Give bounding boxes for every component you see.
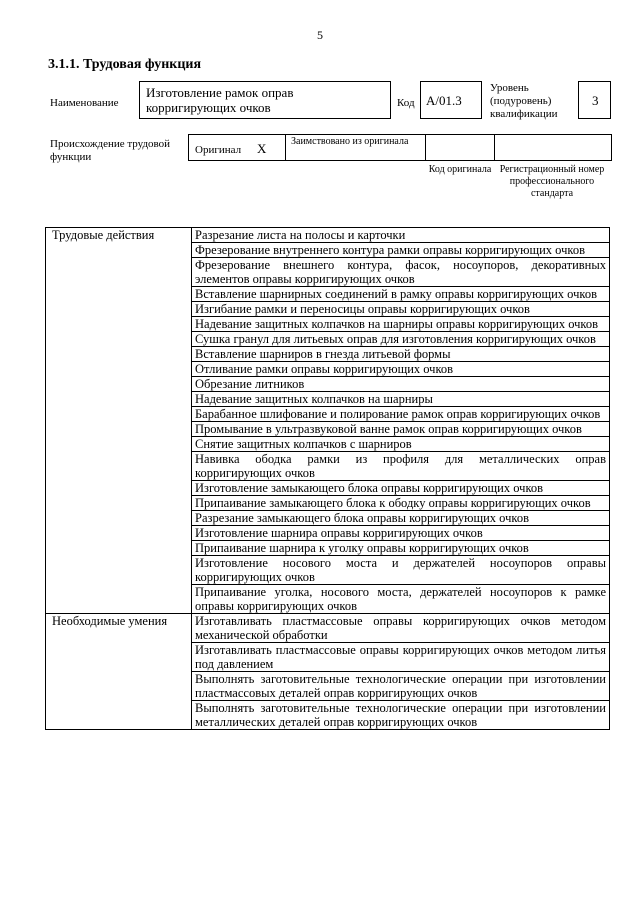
list-item: Обрезание литников bbox=[192, 377, 610, 392]
table-row bbox=[46, 228, 610, 243]
name-value-box bbox=[139, 81, 391, 119]
divider bbox=[425, 134, 426, 161]
divider bbox=[285, 134, 286, 161]
list-item: Надевание защитных колпачков на шарниры bbox=[192, 392, 610, 407]
list-item: Разрезание замыкающего блока оправы корригирующих очков bbox=[192, 511, 610, 526]
code-value: А/01.3 bbox=[426, 93, 462, 108]
original-label: Оригинал bbox=[195, 144, 242, 156]
name-value: Изготовление рамок оправ корригирующих очков bbox=[146, 85, 294, 115]
divider bbox=[494, 134, 495, 161]
list-item: Вставление шарниров в гнезда литьевой формы bbox=[192, 347, 610, 362]
level-value: 3 bbox=[592, 93, 599, 108]
list-item: Выполнять заготовительные технологические операции при изготовлении пластмассовых деталей оправ корригирующих очков bbox=[192, 672, 610, 701]
origin-label: Происхождение трудовой функции bbox=[50, 138, 171, 163]
original-mark: X bbox=[257, 141, 267, 156]
list-item: Фрезерование внутреннего контура рамки оправы корригирующих очков bbox=[192, 243, 610, 258]
list-item: Вставление шарнирных соединений в рамку оправы корригирующих очков bbox=[192, 287, 610, 302]
code-label: Код bbox=[397, 97, 415, 109]
list-item: Промывание в ультразвуковой ванне рамок оправ корригирующих очков bbox=[192, 422, 610, 437]
borrowed-label: Заимствовано из оригинала bbox=[291, 136, 409, 147]
list-item: Навивка ободка рамки из профиля для металлических оправ корригирующих очков bbox=[192, 452, 610, 481]
list-item: Изготовление носового моста и держателей носоупоров оправы корригирующих очков bbox=[192, 556, 610, 585]
name-label: Наименование bbox=[50, 97, 119, 109]
list-item: Отливание рамки оправы корригирующих очков bbox=[192, 362, 610, 377]
origin-row bbox=[188, 134, 612, 161]
section-heading: Необходимые умения bbox=[46, 614, 192, 730]
page-number: 5 bbox=[317, 28, 323, 42]
level-value-box bbox=[578, 81, 611, 119]
section-title: 3.1.1. Трудовая функция bbox=[48, 57, 202, 72]
list-item: Изготовление шарнира оправы корригирующих очков bbox=[192, 526, 610, 541]
list-item: Выполнять заготовительные технологические операции при изготовлении металлических деталей оправ корригирующих очков bbox=[192, 701, 610, 730]
labor-function-table bbox=[45, 227, 610, 730]
list-item: Изготавливать пластмассовые оправы корригирующих очков методом механической обработки bbox=[192, 614, 610, 643]
list-item: Снятие защитных колпачков с шарниров bbox=[192, 437, 610, 452]
reg-number-caption: Регистрационный номер профессионального стандарта bbox=[499, 164, 605, 199]
level-label: Уровень (подуровень) квалификации bbox=[490, 82, 558, 120]
list-item: Надевание защитных колпачков на шарниры оправы корригирующих очков bbox=[192, 317, 610, 332]
list-item: Припаивание уголка, носового моста, держателей носоупоров к рамке оправы корригирующих очков bbox=[192, 585, 610, 614]
list-item: Барабанное шлифование и полирование рамок оправ корригирующих очков bbox=[192, 407, 610, 422]
list-item: Сушка гранул для литьевых оправ для изготовления корригирующих очков bbox=[192, 332, 610, 347]
list-item: Припаивание шарнира к уголку оправы корригирующих очков bbox=[192, 541, 610, 556]
list-item: Разрезание листа на полосы и карточки bbox=[192, 228, 610, 243]
list-item: Фрезерование внешнего контура, фасок, носоупоров, декоративных элементов оправы корригирующих очков bbox=[192, 258, 610, 287]
list-item: Изготавливать пластмассовые оправы корригирующих очков методом литья под давлением bbox=[192, 643, 610, 672]
list-item: Изгибание рамки и переносицы оправы корригирующих очков bbox=[192, 302, 610, 317]
list-item: Припаивание замыкающего блока к ободку оправы корригирующих очков bbox=[192, 496, 610, 511]
list-item: Изготовление замыкающего блока оправы корригирующих очков bbox=[192, 481, 610, 496]
code-original-caption: Код оригинала bbox=[428, 164, 492, 175]
section-heading: Трудовые действия bbox=[46, 228, 192, 614]
table-row bbox=[46, 614, 610, 643]
code-value-box bbox=[420, 81, 482, 119]
